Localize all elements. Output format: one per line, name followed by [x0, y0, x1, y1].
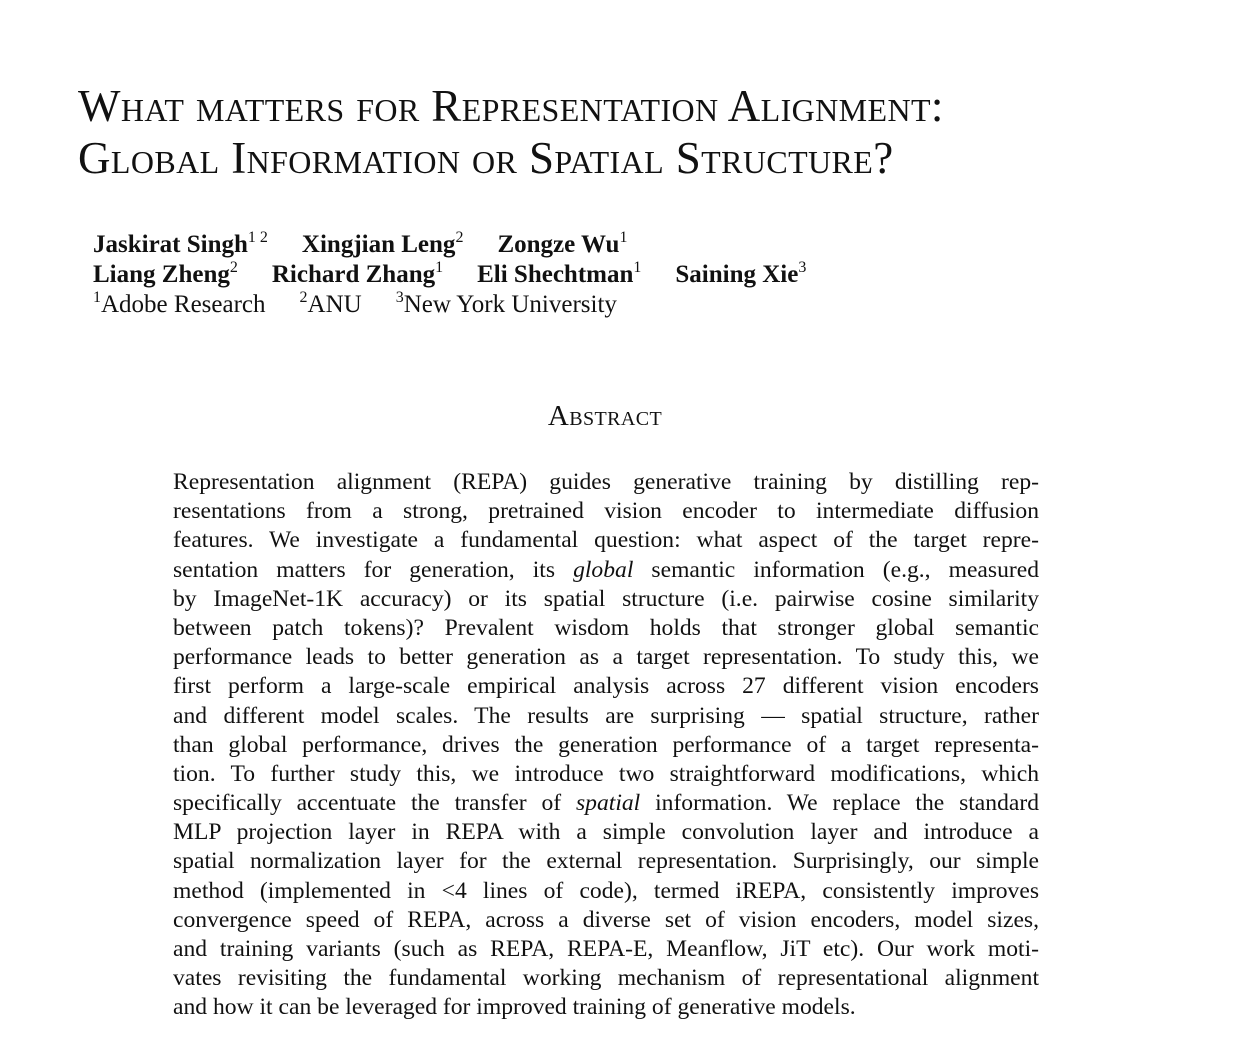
- author-row: [93, 260, 840, 290]
- author: Saining Xie$^3$: [675, 259, 807, 288]
- abstract-line: features. We investigate a fundamental question: what aspect of the target repre-: [173, 527, 1039, 554]
- abstract-line: between patch tokens)? Prevalent wisdom holds that stronger global semantic: [173, 614, 1039, 641]
- title-line: What matters for Representation Alignment:: [78, 81, 944, 131]
- abstract-line: method (implemented in <4 lines of code), termed iREPA, consistently improves: [173, 877, 1039, 904]
- abstract-line: and training variants (such as REPA, REPA-E, Meanflow, JiT etc). Our work moti-: [173, 936, 1039, 962]
- abstract-line: and how it can be leveraged for improved training of generative models.: [173, 994, 856, 1021]
- author: Richard Zhang$^1$: [271, 259, 444, 288]
- author-row: [93, 230, 840, 260]
- emphasized-word: spatial: [576, 790, 641, 817]
- abstract-line: convergence speed of REPA, across a diverse set of vision encoders, model sizes,: [173, 906, 1039, 933]
- abstract-line: Representation alignment (REPA) guides generative training by distilling rep-: [173, 469, 1039, 495]
- author: Jaskirat Singh$^{1 2}$: [93, 229, 268, 258]
- affiliation: $^3$New York University: [395, 289, 617, 318]
- author: Liang Zheng$^2$: [93, 259, 238, 288]
- abstract-line: performance leads to better generation as a target representation. To study this, we: [173, 644, 1039, 671]
- affiliation: $^1$Adobe Research: [93, 289, 266, 318]
- abstract-line: sentation matters for generation, its global semantic information (e.g., measured: [173, 556, 1039, 583]
- abstract-line: than global performance, drives the generation performance of a target representa-: [173, 731, 1039, 758]
- abstract-heading: Abstract: [547, 400, 663, 432]
- abstract-line: resentations from a strong, pretrained vision encoder to intermediate diffusion: [173, 498, 1039, 525]
- abstract-line: and different model scales. The results are surprising — spatial structure, rather: [173, 702, 1039, 729]
- affiliation: $^2$ANU: [299, 289, 362, 318]
- emphasized-word: global: [573, 556, 634, 583]
- abstract-line: vates revisiting the fundamental working mechanism of representational alignment: [173, 965, 1039, 992]
- abstract-line: by ImageNet-1K accuracy) or its spatial structure (i.e. pairwise cosine similarity: [173, 585, 1039, 612]
- paper-title: [78, 80, 1198, 184]
- abstract-line: first perform a large-scale empirical analysis across 27 different vision encoders: [173, 673, 1039, 700]
- affiliation-row: [93, 290, 840, 320]
- abstract-line: tion. To further study this, we introduce two straightforward modifications, which: [173, 760, 1039, 787]
- author: Eli Shechtman$^1$: [477, 259, 642, 288]
- abstract-body: [173, 468, 1039, 1023]
- title-line: Global Information or Spatial Structure?: [78, 133, 894, 183]
- abstract-line: MLP projection layer in REPA with a simple convolution layer and introduce a: [173, 819, 1039, 846]
- author-block: [93, 230, 840, 320]
- author: Zongze Wu$^1$: [497, 229, 628, 258]
- abstract-line: specifically accentuate the transfer of spatial information. We replace the standard: [173, 790, 1040, 817]
- author: Xingjian Leng$^2$: [301, 229, 464, 258]
- abstract-line: spatial normalization layer for the external representation. Surprisingly, our simple: [173, 848, 1039, 875]
